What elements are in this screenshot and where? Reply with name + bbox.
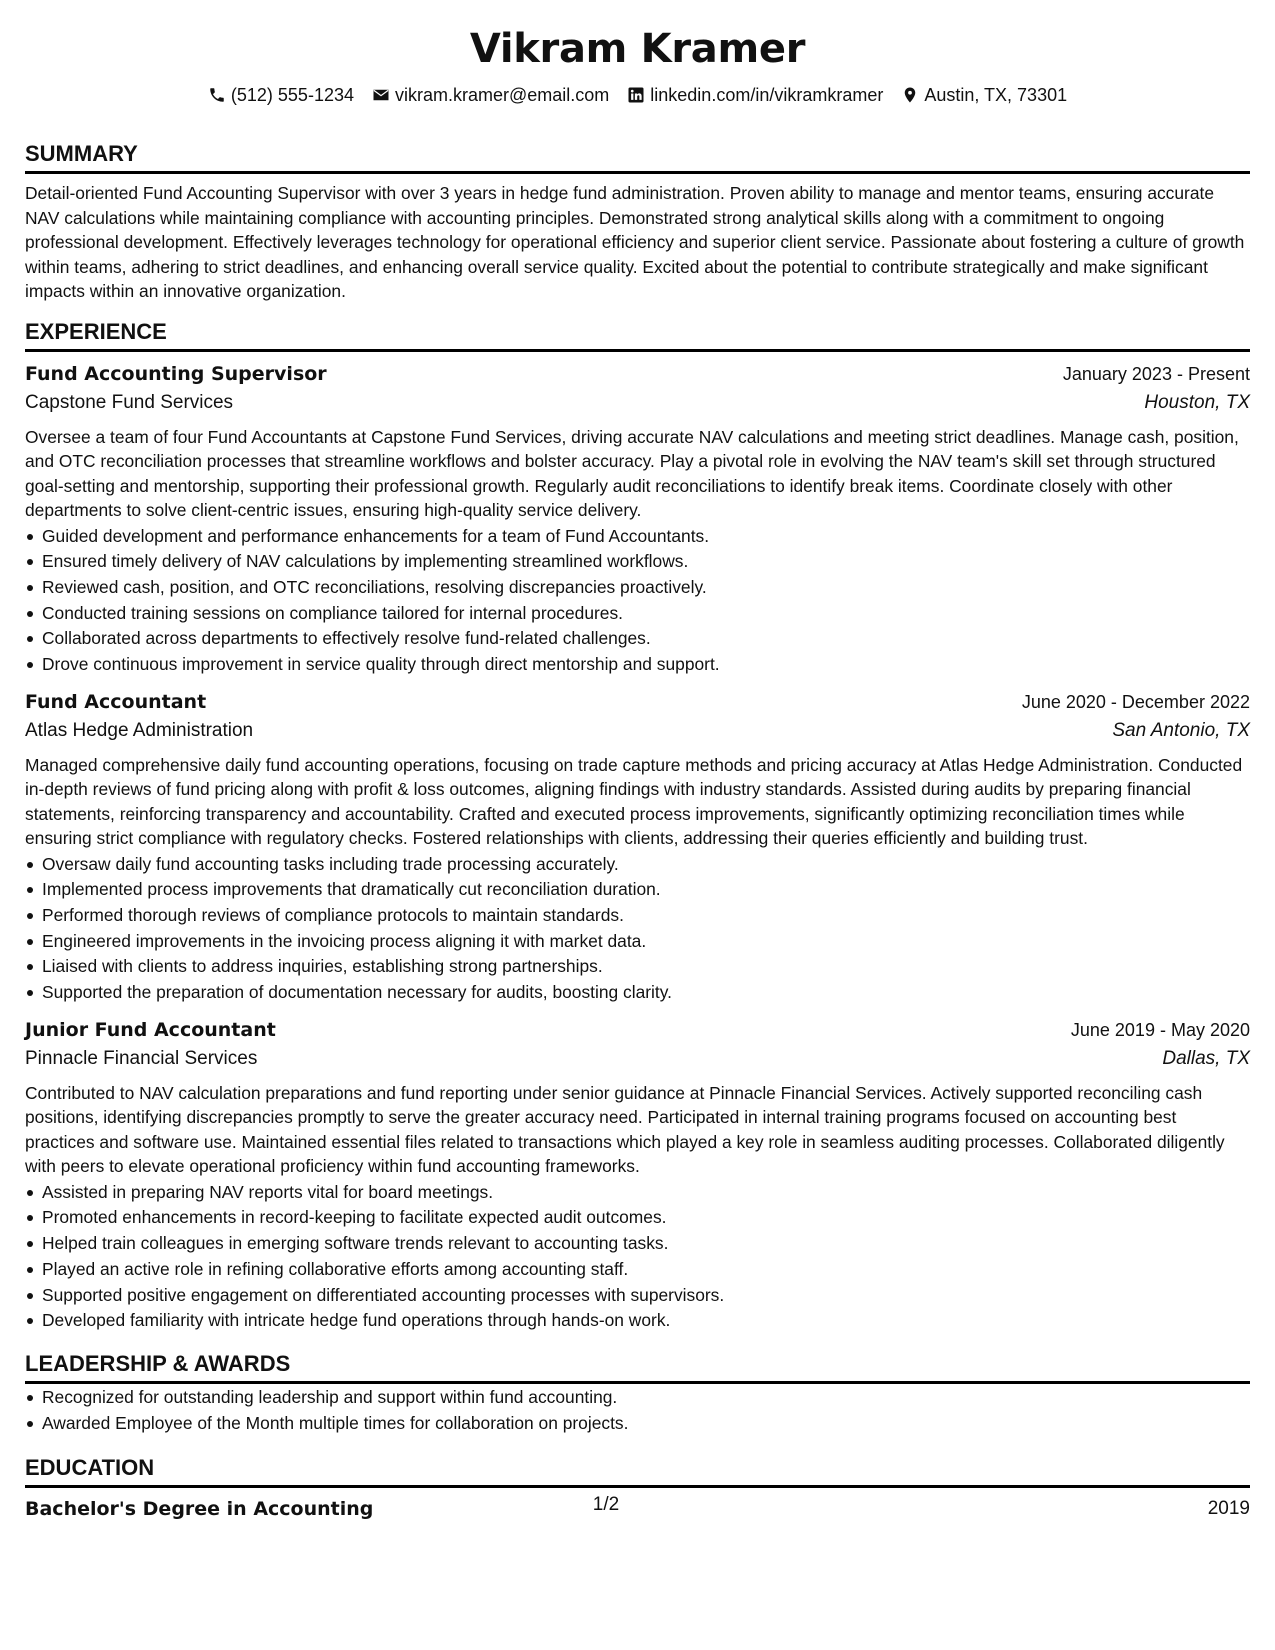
bullet-item: Conducted training sessions on compliance tailored for internal procedures. — [25, 601, 1250, 627]
bullet-item: Performed thorough reviews of compliance protocols to maintain standards. — [25, 903, 1250, 929]
map-pin-icon — [901, 86, 919, 104]
phone-icon — [208, 86, 226, 104]
job-entry — [25, 1016, 1250, 1334]
job-location: San Antonio, TX — [1112, 719, 1250, 741]
job-description: Managed comprehensive daily fund accounting operations, focusing on trade capture methods and pricing accuracy at Atlas Hedge Administration. Conducted in-depth reviews of fund pricing along with profit & loss outcomes, aligning findings with industry standards. Assisted during audits by preparing financial statements, reinforcing transparency and accountability. Crafted and executed process improvements, significantly optimizing reconciliation times while ensuring strict compliance with regulatory checks. Fostered relationships with clients, addressing their queries efficiently and building trust. — [25, 754, 1243, 849]
page-number: 1/2 — [592, 1494, 620, 1515]
bullet-item: Assisted in preparing NAV reports vital for board meetings. — [25, 1180, 1250, 1206]
job-company: Capstone Fund Services — [25, 391, 234, 413]
leadership-bullets — [25, 1385, 1250, 1436]
bullet-item: Oversaw daily fund accounting tasks including trade processing accurately. — [25, 852, 1250, 878]
bullet-item: Drove continuous improvement in service quality through direct mentorship and support. — [25, 652, 1250, 678]
job-entry — [25, 688, 1250, 1006]
bullet-item: Reviewed cash, position, and OTC reconciliations, resolving discrepancies proactively. — [25, 575, 1250, 601]
bullet-item: Played an active role in refining collaborative efforts among accounting staff. — [25, 1257, 1250, 1283]
envelope-icon — [372, 86, 390, 104]
job-company: Atlas Hedge Administration — [25, 719, 254, 741]
bullet-item: Implemented process improvements that dramatically cut reconciliation duration. — [25, 877, 1250, 903]
job-title: Fund Accountant — [25, 690, 207, 713]
job-dates: January 2023 - Present — [1062, 363, 1250, 384]
linkedin-url[interactable]: linkedin.com/in/vikramkramer — [650, 85, 884, 105]
job-dates: June 2019 - May 2020 — [1070, 1019, 1250, 1040]
job-title: Junior Fund Accountant — [25, 1018, 276, 1041]
job-company: Pinnacle Financial Services — [25, 1047, 258, 1069]
bullet-item: Developed familiarity with intricate hedge fund operations through hands-on work. — [25, 1308, 1250, 1334]
bullet-item: Promoted enhancements in record-keeping to facilitate expected audit outcomes. — [25, 1205, 1250, 1231]
education-heading: EDUCATION — [25, 1454, 1250, 1488]
email-address[interactable]: vikram.kramer@email.com — [394, 85, 610, 105]
job-bullets — [25, 1180, 1250, 1334]
experience-heading: EXPERIENCE — [25, 318, 1250, 352]
job-title: Fund Accounting Supervisor — [25, 362, 327, 385]
linkedin-icon — [627, 86, 645, 104]
job-description: Contributed to NAV calculation preparations and fund reporting under senior guidance at Pinnacle Financial Services. Actively supported reconciling cash positions, identifying discrepancies promptly to serve the greater accuracy need. Participated in internal training programs focused on accounting best practices and software use. Maintained essential files related to transactions which played a key role in seamless auditing processes. Collaborated diligently with peers to elevate operational proficiency within fund accounting frameworks. — [25, 1082, 1225, 1177]
bullet-item: Recognized for outstanding leadership and support within fund accounting. — [25, 1385, 1250, 1411]
phone-number: (512) 555-1234 — [230, 85, 354, 105]
bullet-item: Ensured timely delivery of NAV calculations by implementing streamlined workflows. — [25, 549, 1250, 575]
bullet-item: Collaborated across departments to effectively resolve fund-related challenges. — [25, 626, 1250, 652]
job-dates: June 2020 - December 2022 — [1021, 691, 1250, 712]
job-location: Dallas, TX — [1162, 1047, 1250, 1069]
bullet-item: Engineered improvements in the invoicing process aligning it with market data. — [25, 929, 1250, 955]
bullet-item: Supported the preparation of documentation necessary for audits, boosting clarity. — [25, 980, 1250, 1006]
location-text: Austin, TX, 73301 — [924, 85, 1068, 105]
education-year: 2019 — [1207, 1498, 1250, 1520]
resume-page — [25, 0, 1250, 1524]
job-location: Houston, TX — [1144, 391, 1250, 413]
contact-bar — [25, 82, 1250, 108]
contact-email[interactable] — [372, 82, 609, 108]
leadership-heading: LEADERSHIP & AWARDS — [25, 1350, 1250, 1384]
job-description: Oversee a team of four Fund Accountants at Capstone Fund Services, driving accurate NAV calculations and meeting strict deadlines. Manage cash, position, and OTC reconciliation processes that streamline workflows and bolster accuracy. Play a pivotal role in evolving the NAV team's skill set through structured goal-setting and mentorship, supporting their professional growth. Regularly audit reconciliations to identify break items. Coordinate closely with other departments to solve client-centric issues, ensuring high-quality service delivery. — [25, 426, 1239, 520]
contact-linkedin[interactable] — [627, 82, 883, 108]
contact-location — [901, 82, 1067, 108]
summary-heading: SUMMARY — [25, 140, 1250, 174]
candidate-name: Vikram Kramer — [469, 26, 806, 72]
summary-text: Detail-oriented Fund Accounting Supervisor with over 3 years in hedge fund administration. Proven ability to manage and mentor teams, ensuring accurate NAV calculations while maintaining compliance with accounting principles. Demonstrated strong analytical skills along with a commitment to ongoing professional development. Effectively leverages technology for operational efficiency and superior client service. Passionate about fostering a culture of growth within teams, adhering to strict deadlines, and enhancing overall service quality. Excited about the potential to contribute strategically and make significant impacts within an innovative organization. — [25, 183, 1245, 301]
bullet-item: Helped train colleagues in emerging software trends relevant to accounting tasks. — [25, 1231, 1250, 1257]
job-entry — [25, 360, 1250, 678]
job-bullets — [25, 852, 1250, 1006]
job-bullets — [25, 524, 1250, 678]
bullet-item: Guided development and performance enhancements for a team of Fund Accountants. — [25, 524, 1250, 550]
bullet-item: Liaised with clients to address inquiries, establishing strong partnerships. — [25, 954, 1250, 980]
bullet-item: Awarded Employee of the Month multiple times for collaboration on projects. — [25, 1411, 1250, 1437]
bullet-item: Supported positive engagement on differentiated accounting processes with supervisors. — [25, 1283, 1250, 1309]
education-degree: Bachelor's Degree in Accounting — [25, 1498, 374, 1521]
contact-phone — [208, 82, 354, 108]
